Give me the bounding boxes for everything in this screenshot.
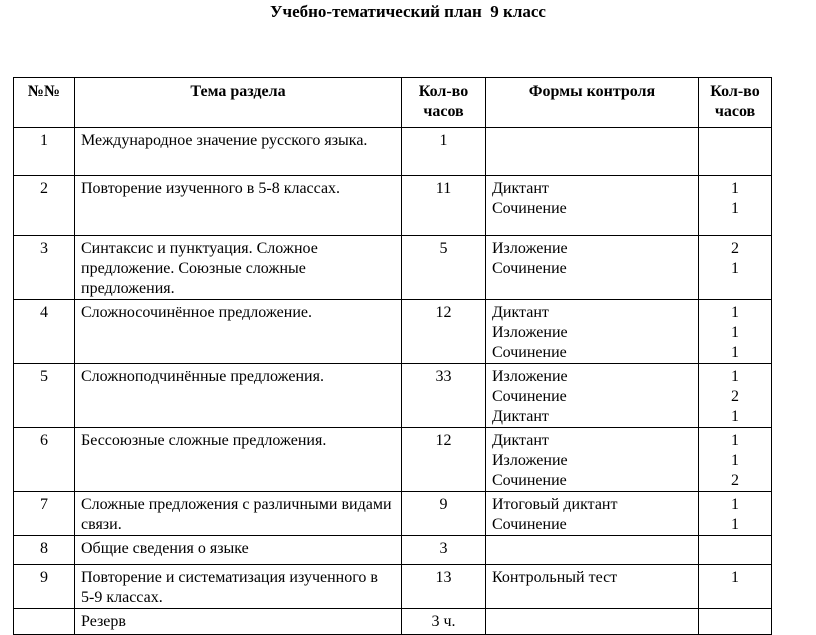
row-control-forms: [486, 364, 699, 428]
row-topic: Общие сведения о языке: [75, 536, 402, 565]
control-form-item: Итоговый диктант: [492, 496, 618, 513]
row-control-forms: [486, 128, 699, 176]
row-hours: 5: [402, 236, 486, 300]
control-form-item: Сочинение: [492, 344, 567, 361]
row-control-hours: [699, 536, 772, 565]
row-topic: Сложносочинённое предложение.: [75, 300, 402, 364]
row-control-forms: [486, 300, 699, 364]
table-row: [14, 300, 772, 364]
row-number: 8: [14, 536, 75, 565]
row-number: 3: [14, 236, 75, 300]
control-form-item: Изложение: [492, 368, 568, 385]
table-row: [14, 492, 772, 536]
row-number: 4: [14, 300, 75, 364]
table-row: [14, 536, 772, 565]
header-hours-line2: часов: [423, 103, 464, 120]
row-topic: Синтаксис и пунктуация. Сложное предложение. Союзные сложные предложения.: [75, 236, 402, 300]
control-form-item: Сочинение: [492, 516, 567, 533]
row-control-forms: [486, 428, 699, 492]
control-form-item: Контрольный тест: [492, 569, 618, 586]
control-hours-item: 1: [731, 200, 739, 217]
row-number: 2: [14, 176, 75, 236]
table-row: [14, 176, 772, 236]
header-control-hours: [699, 78, 772, 128]
control-hours-item: 1: [731, 408, 739, 425]
row-topic: Сложноподчинённые предложения.: [75, 364, 402, 428]
control-hours-item: 1: [731, 324, 739, 341]
row-topic: Повторение изученного в 5-8 классах.: [75, 176, 402, 236]
control-hours-item: 1: [731, 368, 739, 385]
row-control-forms: [486, 492, 699, 536]
row-control-hours: [699, 300, 772, 364]
row-control-hours: [699, 128, 772, 176]
row-hours: 13: [402, 565, 486, 609]
row-topic: Сложные предложения с различными видами связи.: [75, 492, 402, 536]
row-topic: Повторение и систематизация изученного в 5-9 классах.: [75, 565, 402, 609]
control-form-item: Сочинение: [492, 472, 567, 489]
row-number: [14, 609, 75, 635]
header-hours-line1: Кол-во: [418, 83, 469, 100]
row-control-hours: [699, 609, 772, 635]
control-hours-item: 2: [731, 472, 739, 489]
table-row: [14, 565, 772, 609]
row-control-forms: [486, 536, 699, 565]
row-control-forms: [486, 565, 699, 609]
row-number: 7: [14, 492, 75, 536]
control-hours-item: 1: [731, 304, 739, 321]
row-number: 5: [14, 364, 75, 428]
row-hours: 1: [402, 128, 486, 176]
row-number: 1: [14, 128, 75, 176]
row-hours: 3: [402, 536, 486, 565]
row-hours: 9: [402, 492, 486, 536]
table-row: [14, 128, 772, 176]
row-topic: Международное значение русского языка.: [75, 128, 402, 176]
page-title: Учебно-тематический план 9 класс: [270, 2, 546, 21]
table-row: [14, 609, 772, 635]
header-hours: [402, 78, 486, 128]
row-control-forms: [486, 176, 699, 236]
row-hours: 11: [402, 176, 486, 236]
control-form-item: Диктант: [492, 180, 549, 197]
control-hours-item: 2: [731, 388, 739, 405]
header-topic: Тема раздела: [75, 78, 402, 128]
control-form-item: Сочинение: [492, 200, 567, 217]
control-form-item: Изложение: [492, 324, 568, 341]
control-form-item: Диктант: [492, 304, 549, 321]
control-form-item: Сочинение: [492, 388, 567, 405]
control-form-item: Изложение: [492, 452, 568, 469]
header-forms: Формы контроля: [486, 78, 699, 128]
table-body: [14, 128, 772, 635]
row-control-hours: [699, 176, 772, 236]
row-hours: 3 ч.: [402, 609, 486, 635]
row-hours: 12: [402, 428, 486, 492]
row-control-forms: [486, 236, 699, 300]
control-form-item: Диктант: [492, 432, 549, 449]
row-number: 6: [14, 428, 75, 492]
table-header-row: [14, 78, 772, 128]
control-form-item: Сочинение: [492, 260, 567, 277]
control-form-item: Изложение: [492, 240, 568, 257]
control-hours-item: 1: [731, 344, 739, 361]
row-number: 9: [14, 565, 75, 609]
header-control-hours-line1: Кол-во: [710, 83, 760, 100]
row-hours: 33: [402, 364, 486, 428]
control-hours-item: 1: [731, 569, 739, 586]
control-form-item: Диктант: [492, 408, 549, 425]
control-hours-item: 1: [731, 432, 739, 449]
control-hours-item: 1: [731, 180, 739, 197]
row-control-hours: [699, 428, 772, 492]
control-hours-item: 2: [731, 240, 739, 257]
row-control-hours: [699, 364, 772, 428]
row-hours: 12: [402, 300, 486, 364]
control-hours-item: 1: [731, 260, 739, 277]
row-control-hours: [699, 236, 772, 300]
row-topic: Бессоюзные сложные предложения.: [75, 428, 402, 492]
row-control-hours: [699, 492, 772, 536]
control-hours-item: 1: [731, 516, 739, 533]
table-row: [14, 428, 772, 492]
header-num: №№: [14, 78, 75, 128]
header-control-hours-line2: часов: [714, 103, 756, 120]
table-row: [14, 236, 772, 300]
row-control-forms: [486, 609, 699, 635]
control-hours-item: 1: [731, 496, 739, 513]
table-row: [14, 364, 772, 428]
row-control-hours: [699, 565, 772, 609]
control-hours-item: 1: [731, 452, 739, 469]
row-topic: Резерв: [75, 609, 402, 635]
curriculum-table: [13, 77, 772, 635]
